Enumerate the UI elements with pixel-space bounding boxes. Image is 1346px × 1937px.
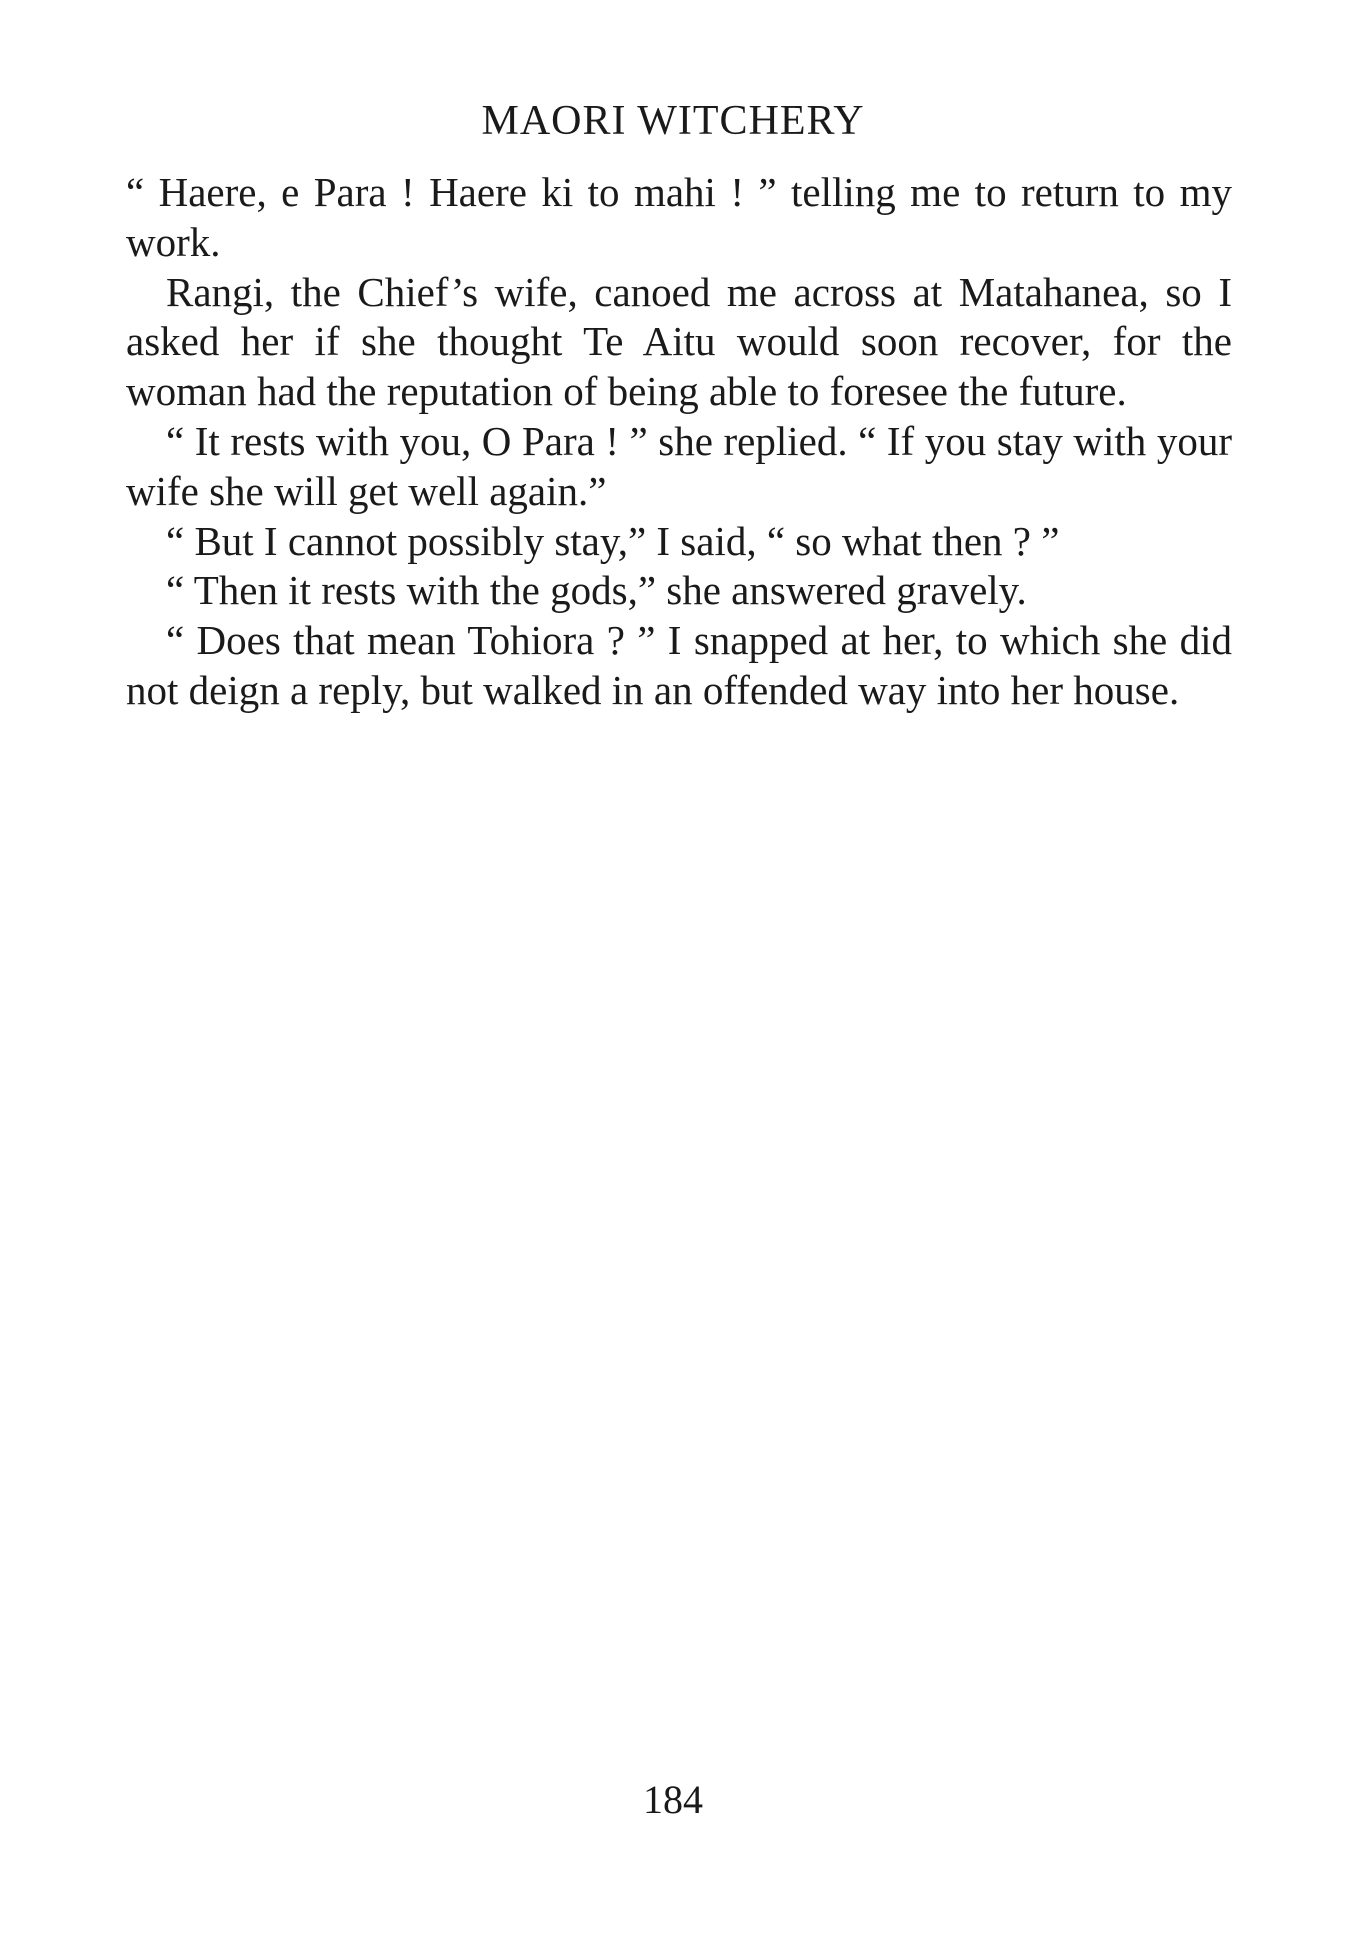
paragraph-gods: “ Then it rests with the gods,” she answered gravely. bbox=[166, 567, 1027, 614]
running-title: MAORI WITCHERY bbox=[481, 98, 865, 144]
paragraph-rests-with-you: “ It rests with you, O Para ! ” she replied. “ If you stay with your wife she will get well again.” bbox=[126, 417, 1232, 514]
paragraph-continuation: “ Haere, e Para ! Haere ki to mahi ! ” telling me to return to my work. bbox=[126, 169, 1232, 265]
page-number: 184 bbox=[643, 1777, 703, 1822]
paragraph-cannot-stay: “ But I cannot possibly stay,” I said, “ so what then ? ” bbox=[166, 517, 1060, 564]
body-text bbox=[126, 168, 1232, 716]
paragraph-tohiora: “ Does that mean Tohiora ? ” I snapped at her, to which she did not deign a reply, but walked in an offended way into her house. bbox=[126, 617, 1232, 713]
paragraph-rangi: Rangi, the Chief’s wife, canoed me across at Matahanea, so I asked her if she thought Te Aitu would soon recover, for the woman had the reputation of being able to foresee the future. bbox=[126, 268, 1232, 415]
